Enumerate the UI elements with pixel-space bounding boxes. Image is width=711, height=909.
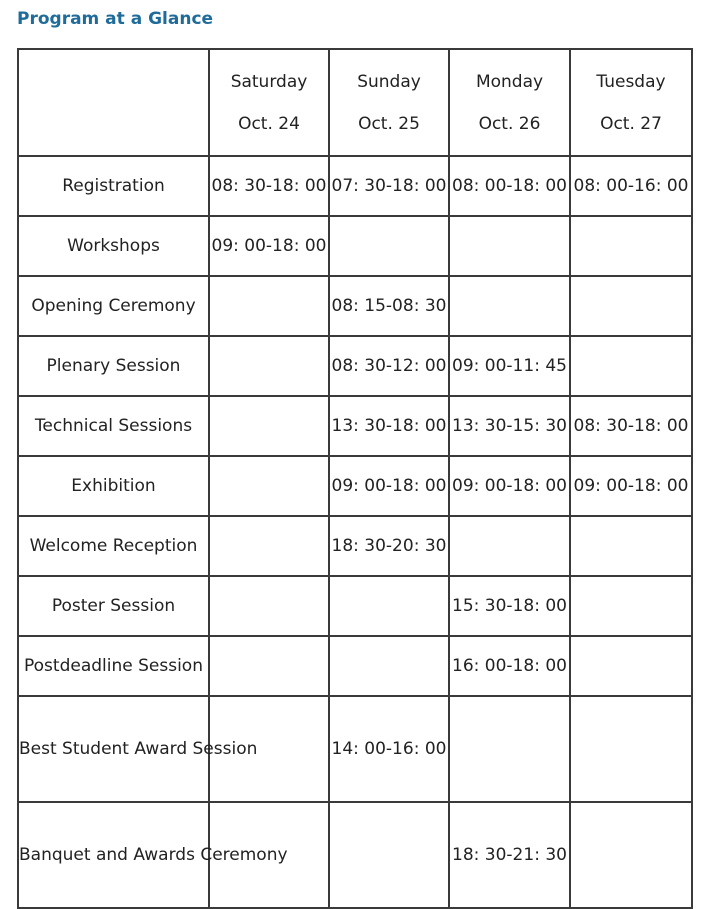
time-cell: [570, 696, 692, 802]
time-cell: 07: 30-18: 00: [329, 156, 449, 216]
table-row: [18, 396, 692, 456]
page-title: Program at a Glance: [17, 9, 214, 29]
time-cell: 15: 30-18: 00: [449, 576, 570, 636]
table-row: [18, 696, 692, 802]
table-row: [18, 216, 692, 276]
time-cell: [209, 576, 329, 636]
table-row: [18, 456, 692, 516]
event-name-cell: Poster Session: [18, 576, 209, 636]
time-cell: 18: 30-20: 30: [329, 516, 449, 576]
corner-cell: [18, 49, 209, 156]
time-cell: 08: 30-18: 00: [209, 156, 329, 216]
table-row: [18, 156, 692, 216]
program-table: [17, 48, 693, 909]
event-name-cell: Welcome Reception: [18, 516, 209, 576]
time-cell: 14: 00-16: 00: [329, 696, 449, 802]
day-date: Oct. 27: [600, 113, 662, 134]
time-cell: 18: 30-21: 30: [449, 802, 570, 908]
event-name-cell: Best Student Award Session: [18, 696, 209, 802]
time-cell: 09: 00-18: 00: [570, 456, 692, 516]
table-row: [18, 576, 692, 636]
event-name-cell: Technical Sessions: [18, 396, 209, 456]
day-header-cell: [329, 49, 449, 156]
day-name: Sunday: [357, 71, 421, 92]
time-cell: [449, 216, 570, 276]
time-cell: [329, 802, 449, 908]
table-row: [18, 636, 692, 696]
event-name-cell: Opening Ceremony: [18, 276, 209, 336]
time-cell: 08: 00-18: 00: [449, 156, 570, 216]
time-cell: 16: 00-18: 00: [449, 636, 570, 696]
event-name-cell: Workshops: [18, 216, 209, 276]
table-row: [18, 516, 692, 576]
table-row: [18, 276, 692, 336]
time-cell: 09: 00-18: 00: [209, 216, 329, 276]
event-name-cell: Postdeadline Session: [18, 636, 209, 696]
day-date: Oct. 26: [478, 113, 541, 134]
header-row: [18, 49, 692, 156]
table-row: [18, 802, 692, 908]
time-cell: [570, 216, 692, 276]
event-name-cell: Banquet and Awards Ceremony: [18, 802, 209, 908]
time-cell: [449, 276, 570, 336]
day-header-cell: [209, 49, 329, 156]
day-header-cell: [570, 49, 692, 156]
time-cell: [329, 216, 449, 276]
time-cell: 09: 00-18: 00: [329, 456, 449, 516]
day-date: Oct. 24: [238, 113, 300, 134]
day-name: Saturday: [230, 71, 308, 92]
time-cell: [570, 336, 692, 396]
time-cell: [570, 576, 692, 636]
time-cell: [209, 636, 329, 696]
time-cell: 09: 00-11: 45: [449, 336, 570, 396]
time-cell: [209, 396, 329, 456]
table-row: [18, 336, 692, 396]
time-cell: [570, 276, 692, 336]
event-name-cell: Plenary Session: [18, 336, 209, 396]
time-cell: [570, 802, 692, 908]
time-cell: 08: 15-08: 30: [329, 276, 449, 336]
time-cell: [329, 636, 449, 696]
time-cell: 08: 30-18: 00: [570, 396, 692, 456]
day-name: Tuesday: [596, 71, 666, 92]
event-name-cell: Registration: [18, 156, 209, 216]
time-cell: [209, 336, 329, 396]
time-cell: 08: 30-12: 00: [329, 336, 449, 396]
day-date: Oct. 25: [358, 113, 420, 134]
event-name-cell: Exhibition: [18, 456, 209, 516]
day-name: Monday: [475, 71, 544, 92]
time-cell: 08: 00-16: 00: [570, 156, 692, 216]
time-cell: 09: 00-18: 00: [449, 456, 570, 516]
day-header-cell: [449, 49, 570, 156]
time-cell: [209, 516, 329, 576]
time-cell: [209, 456, 329, 516]
time-cell: [449, 516, 570, 576]
time-cell: [209, 276, 329, 336]
time-cell: [570, 636, 692, 696]
time-cell: 13: 30-18: 00: [329, 396, 449, 456]
time-cell: [449, 696, 570, 802]
time-cell: 13: 30-15: 30: [449, 396, 570, 456]
time-cell: [570, 516, 692, 576]
time-cell: [329, 576, 449, 636]
